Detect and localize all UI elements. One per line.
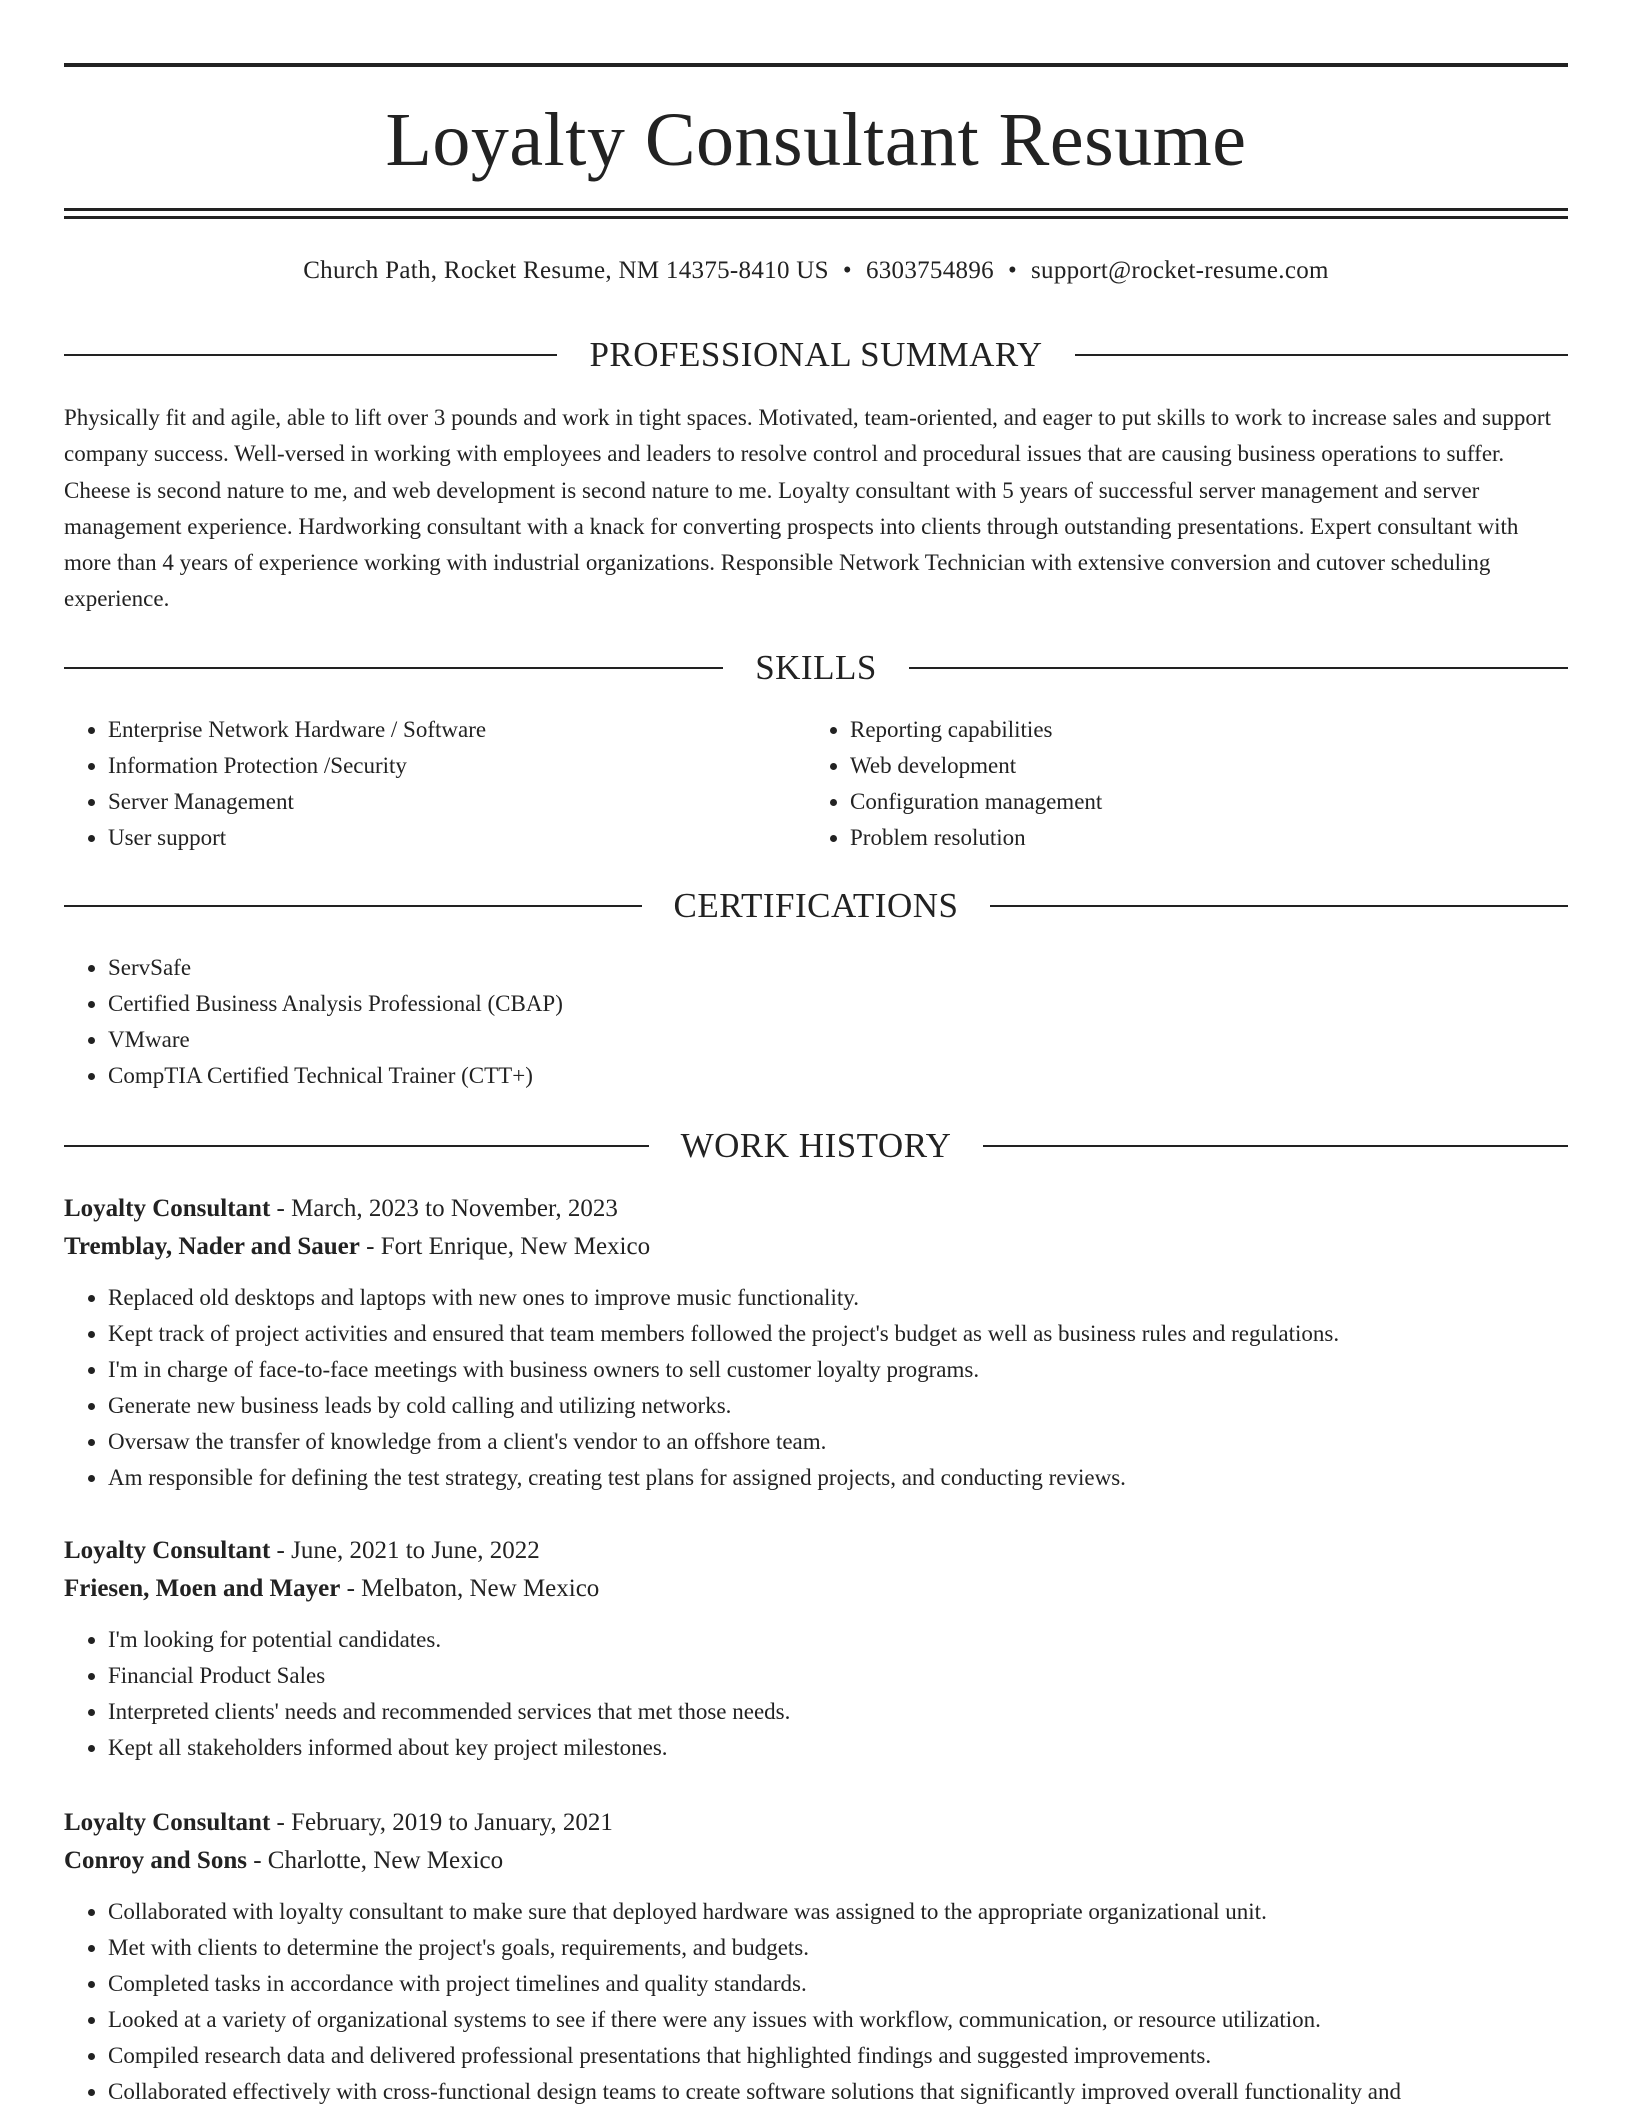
section-heading-work-history — [64, 1124, 1568, 1168]
list-item: • Compiled research data and delivered professional presentations that highlighted findings and suggested improvements. — [108, 2038, 1568, 2074]
job-company: Conroy and Sons — [64, 1847, 247, 1874]
skills-column-left — [64, 712, 804, 856]
job-location: Melbaton, New Mexico — [361, 1575, 600, 1602]
heading-rule-left — [64, 354, 557, 356]
skills-list-right — [806, 712, 1546, 856]
job-entry — [64, 1190, 1568, 1496]
certifications-block — [64, 950, 1568, 1094]
section-title: WORK HISTORY — [680, 1126, 952, 1165]
list-item: • Enterprise Network Hardware / Software — [108, 712, 804, 748]
job-dash: - — [270, 1809, 292, 1836]
list-item: • VMware — [108, 1022, 1568, 1058]
header-bottom-rule-second — [64, 216, 1568, 219]
list-item: • Generate new business leads by cold calling and utilizing networks. — [108, 1388, 1568, 1424]
contact-line — [64, 254, 1568, 288]
job-entry — [64, 1532, 1568, 1766]
list-item: • Am responsible for defining the test strategy, creating test plans for assigned projects, and conducting reviews. — [108, 1460, 1568, 1496]
job-dash: - — [359, 1233, 381, 1260]
header-bottom-rule — [64, 208, 1568, 211]
list-item: • Kept track of project activities and ensured that team members followed the project's budget as well as business rules and regulations. — [108, 1316, 1568, 1352]
resume-title: Loyalty Consultant Resume — [385, 98, 1247, 182]
job-title: Loyalty Consultant — [64, 1809, 271, 1836]
list-item: • ServSafe — [108, 950, 1568, 986]
list-item: • Met with clients to determine the project's goals, requirements, and budgets. — [108, 1930, 1568, 1966]
section-heading-summary — [64, 333, 1568, 377]
list-item: • Oversaw the transfer of knowledge from a client's vendor to an offshore team. — [108, 1424, 1568, 1460]
job-dates: February, 2019 to January, 2021 — [291, 1809, 613, 1836]
list-item: • Kept all stakeholders informed about key project milestones. — [108, 1730, 1568, 1766]
job-company-line — [64, 1570, 1568, 1608]
job-entry — [64, 1804, 1568, 2110]
heading-rule-right — [983, 1145, 1568, 1147]
contact-address: Church Path, Rocket Resume, NM 14375-8410 US — [303, 257, 829, 284]
section-heading-certifications — [64, 884, 1568, 928]
job-dash: - — [340, 1575, 362, 1602]
heading-rule-right — [990, 905, 1568, 907]
job-dash: - — [270, 1195, 292, 1222]
list-item: • Interpreted clients' needs and recommended services that met those needs. — [108, 1694, 1568, 1730]
section-title: PROFESSIONAL SUMMARY — [589, 335, 1043, 374]
heading-rule-right — [1075, 354, 1568, 356]
list-item: • Server Management — [108, 784, 804, 820]
job-company: Tremblay, Nader and Sauer — [64, 1233, 360, 1260]
section-title: CERTIFICATIONS — [673, 886, 959, 925]
certifications-list — [64, 950, 1568, 1094]
section-heading-skills — [64, 646, 1568, 690]
list-item: • Information Protection /Security — [108, 748, 804, 784]
list-item: • Web development — [850, 748, 1546, 784]
list-item: • Looked at a variety of organizational systems to see if there were any issues with workflow, communication, or resource utilization. — [108, 2002, 1568, 2038]
job-title-line — [64, 1532, 1568, 1570]
job-title: Loyalty Consultant — [64, 1537, 271, 1564]
heading-rule-left — [64, 1145, 649, 1147]
list-item: • Problem resolution — [850, 820, 1546, 856]
contact-separator: • — [842, 257, 852, 284]
job-bullets — [64, 1622, 1568, 1766]
list-item: • User support — [108, 820, 804, 856]
job-bullets — [64, 1894, 1568, 2110]
job-dates: March, 2023 to November, 2023 — [291, 1195, 618, 1222]
heading-rule-left — [64, 667, 723, 669]
contact-phone: 6303754896 — [865, 257, 994, 284]
list-item: • Financial Product Sales — [108, 1658, 1568, 1694]
job-title-line — [64, 1190, 1568, 1228]
job-bullets — [64, 1280, 1568, 1496]
job-dash: - — [270, 1537, 292, 1564]
heading-rule-left — [64, 905, 642, 907]
skills-column-right — [806, 712, 1546, 856]
list-item: • Reporting capabilities — [850, 712, 1546, 748]
job-dates: June, 2021 to June, 2022 — [291, 1537, 540, 1564]
job-location: Fort Enrique, New Mexico — [380, 1233, 651, 1260]
summary-text: Physically fit and agile, able to lift over 3 pounds and work in tight spaces. Motivated, team-oriented, and eager to put skills to work to increase sales and support company success. Well-versed in working with employees and leaders to resolve control and procedural issues that are causing business operations to suffer. Cheese is second nature to me, and web development is second nature to me. Loyalty consultant with 5 years of successful server management and server management experience. Hardworking consultant with a knack for converting prospects into clients through outstanding presentations. Expert consultant with more than 4 years of experience working with industrial organizations. Responsible Network Technician with extensive conversion and cutover scheduling experience. — [64, 405, 1551, 612]
list-item: • I'm looking for potential candidates. — [108, 1622, 1568, 1658]
header-top-rule — [64, 63, 1568, 67]
list-item: • Collaborated with loyalty consultant to make sure that deployed hardware was assigned to the appropriate organizational unit. — [108, 1894, 1568, 1930]
job-company-line — [64, 1228, 1568, 1266]
list-item: • I'm in charge of face-to-face meetings with business owners to sell customer loyalty programs. — [108, 1352, 1568, 1388]
job-title-line — [64, 1804, 1568, 1842]
list-item: • CompTIA Certified Technical Trainer (CTT+) — [108, 1058, 1568, 1094]
job-company: Friesen, Moen and Mayer — [64, 1575, 341, 1602]
contact-email: support@rocket-resume.com — [1031, 257, 1329, 284]
list-item: • Collaborated effectively with cross-functional design teams to create software solutions that significantly improved overall functionality and — [108, 2074, 1568, 2110]
section-title: SKILLS — [755, 648, 877, 687]
job-company-line — [64, 1842, 1568, 1880]
job-title: Loyalty Consultant — [64, 1195, 271, 1222]
list-item: • Configuration management — [850, 784, 1546, 820]
list-item: • Replaced old desktops and laptops with new ones to improve music functionality. — [108, 1280, 1568, 1316]
list-item: • Completed tasks in accordance with project timelines and quality standards. — [108, 1966, 1568, 2002]
job-location: Charlotte, New Mexico — [267, 1847, 504, 1874]
heading-rule-right — [909, 667, 1568, 669]
list-item: • Certified Business Analysis Professional (CBAP) — [108, 986, 1568, 1022]
contact-separator: • — [1007, 257, 1017, 284]
skills-list-left — [64, 712, 804, 856]
job-dash: - — [246, 1847, 268, 1874]
